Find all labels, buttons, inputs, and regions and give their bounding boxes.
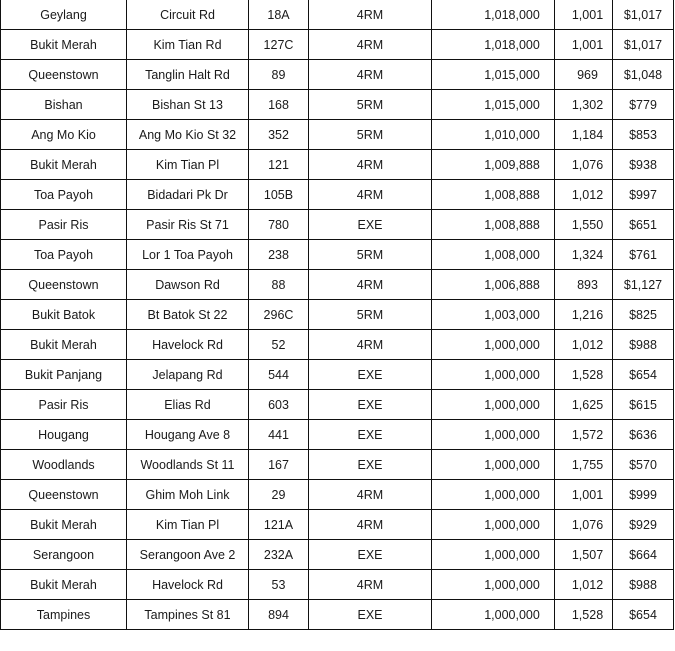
table-row bbox=[1, 300, 674, 330]
block-cell: 121A bbox=[249, 510, 309, 540]
flat-type-cell: EXE bbox=[309, 420, 432, 450]
table-body bbox=[1, 0, 674, 630]
town-cell: Bukit Batok bbox=[1, 300, 127, 330]
block-cell: 238 bbox=[249, 240, 309, 270]
area-cell: 1,572 bbox=[555, 420, 613, 450]
psf-cell: $988 bbox=[613, 330, 674, 360]
table-row bbox=[1, 90, 674, 120]
street-cell: Hougang Ave 8 bbox=[127, 420, 249, 450]
table-row bbox=[1, 600, 674, 630]
table-row bbox=[1, 270, 674, 300]
street-cell: Havelock Rd bbox=[127, 570, 249, 600]
flat-type-cell: EXE bbox=[309, 360, 432, 390]
area-cell: 1,001 bbox=[555, 480, 613, 510]
flat-type-cell: EXE bbox=[309, 540, 432, 570]
flat-type-cell: 4RM bbox=[309, 150, 432, 180]
street-cell: Kim Tian Pl bbox=[127, 510, 249, 540]
flat-type-cell: 4RM bbox=[309, 330, 432, 360]
town-cell: Bukit Merah bbox=[1, 570, 127, 600]
street-cell: Jelapang Rd bbox=[127, 360, 249, 390]
psf-cell: $988 bbox=[613, 570, 674, 600]
psf-cell: $825 bbox=[613, 300, 674, 330]
town-cell: Tampines bbox=[1, 600, 127, 630]
street-cell: Circuit Rd bbox=[127, 0, 249, 30]
street-cell: Tampines St 81 bbox=[127, 600, 249, 630]
flat-type-cell: 5RM bbox=[309, 90, 432, 120]
price-cell: 1,006,888 bbox=[432, 270, 555, 300]
town-cell: Bukit Merah bbox=[1, 330, 127, 360]
psf-cell: $997 bbox=[613, 180, 674, 210]
price-cell: 1,000,000 bbox=[432, 600, 555, 630]
town-cell: Hougang bbox=[1, 420, 127, 450]
price-cell: 1,015,000 bbox=[432, 90, 555, 120]
street-cell: Ghim Moh Link bbox=[127, 480, 249, 510]
price-cell: 1,009,888 bbox=[432, 150, 555, 180]
block-cell: 88 bbox=[249, 270, 309, 300]
flat-type-cell: EXE bbox=[309, 450, 432, 480]
block-cell: 894 bbox=[249, 600, 309, 630]
table-row bbox=[1, 330, 674, 360]
block-cell: 167 bbox=[249, 450, 309, 480]
area-cell: 1,001 bbox=[555, 0, 613, 30]
street-cell: Tanglin Halt Rd bbox=[127, 60, 249, 90]
street-cell: Bt Batok St 22 bbox=[127, 300, 249, 330]
street-cell: Serangoon Ave 2 bbox=[127, 540, 249, 570]
psf-cell: $761 bbox=[613, 240, 674, 270]
town-cell: Queenstown bbox=[1, 270, 127, 300]
block-cell: 544 bbox=[249, 360, 309, 390]
table-row bbox=[1, 390, 674, 420]
price-cell: 1,000,000 bbox=[432, 480, 555, 510]
block-cell: 53 bbox=[249, 570, 309, 600]
psf-cell: $999 bbox=[613, 480, 674, 510]
flat-type-cell: 4RM bbox=[309, 0, 432, 30]
table-row bbox=[1, 450, 674, 480]
town-cell: Bukit Merah bbox=[1, 510, 127, 540]
block-cell: 232A bbox=[249, 540, 309, 570]
area-cell: 969 bbox=[555, 60, 613, 90]
town-cell: Queenstown bbox=[1, 480, 127, 510]
price-cell: 1,010,000 bbox=[432, 120, 555, 150]
town-cell: Geylang bbox=[1, 0, 127, 30]
psf-cell: $651 bbox=[613, 210, 674, 240]
town-cell: Woodlands bbox=[1, 450, 127, 480]
table-row bbox=[1, 360, 674, 390]
area-cell: 1,625 bbox=[555, 390, 613, 420]
psf-cell: $1,127 bbox=[613, 270, 674, 300]
town-cell: Ang Mo Kio bbox=[1, 120, 127, 150]
area-cell: 893 bbox=[555, 270, 613, 300]
block-cell: 121 bbox=[249, 150, 309, 180]
street-cell: Ang Mo Kio St 32 bbox=[127, 120, 249, 150]
town-cell: Pasir Ris bbox=[1, 210, 127, 240]
block-cell: 441 bbox=[249, 420, 309, 450]
psf-cell: $1,017 bbox=[613, 30, 674, 60]
table-row bbox=[1, 30, 674, 60]
town-cell: Pasir Ris bbox=[1, 390, 127, 420]
flat-type-cell: 4RM bbox=[309, 30, 432, 60]
price-cell: 1,003,000 bbox=[432, 300, 555, 330]
block-cell: 780 bbox=[249, 210, 309, 240]
flat-type-cell: EXE bbox=[309, 390, 432, 420]
street-cell: Pasir Ris St 71 bbox=[127, 210, 249, 240]
table-row bbox=[1, 210, 674, 240]
street-cell: Elias Rd bbox=[127, 390, 249, 420]
town-cell: Bishan bbox=[1, 90, 127, 120]
street-cell: Dawson Rd bbox=[127, 270, 249, 300]
psf-cell: $938 bbox=[613, 150, 674, 180]
table-row bbox=[1, 240, 674, 270]
psf-cell: $779 bbox=[613, 90, 674, 120]
psf-cell: $664 bbox=[613, 540, 674, 570]
town-cell: Toa Payoh bbox=[1, 240, 127, 270]
area-cell: 1,184 bbox=[555, 120, 613, 150]
area-cell: 1,302 bbox=[555, 90, 613, 120]
block-cell: 603 bbox=[249, 390, 309, 420]
flat-type-cell: EXE bbox=[309, 210, 432, 240]
area-cell: 1,324 bbox=[555, 240, 613, 270]
town-cell: Bukit Merah bbox=[1, 30, 127, 60]
price-cell: 1,018,000 bbox=[432, 0, 555, 30]
psf-cell: $1,017 bbox=[613, 0, 674, 30]
table-row bbox=[1, 150, 674, 180]
street-cell: Bidadari Pk Dr bbox=[127, 180, 249, 210]
table-row bbox=[1, 60, 674, 90]
area-cell: 1,012 bbox=[555, 330, 613, 360]
flat-type-cell: 4RM bbox=[309, 60, 432, 90]
block-cell: 168 bbox=[249, 90, 309, 120]
price-cell: 1,000,000 bbox=[432, 570, 555, 600]
table-row bbox=[1, 180, 674, 210]
town-cell: Bukit Panjang bbox=[1, 360, 127, 390]
table-row bbox=[1, 420, 674, 450]
price-cell: 1,008,888 bbox=[432, 180, 555, 210]
area-cell: 1,216 bbox=[555, 300, 613, 330]
street-cell: Lor 1 Toa Payoh bbox=[127, 240, 249, 270]
psf-cell: $636 bbox=[613, 420, 674, 450]
street-cell: Woodlands St 11 bbox=[127, 450, 249, 480]
table-row bbox=[1, 480, 674, 510]
block-cell: 52 bbox=[249, 330, 309, 360]
street-cell: Kim Tian Rd bbox=[127, 30, 249, 60]
price-cell: 1,000,000 bbox=[432, 510, 555, 540]
block-cell: 352 bbox=[249, 120, 309, 150]
price-cell: 1,015,000 bbox=[432, 60, 555, 90]
area-cell: 1,528 bbox=[555, 600, 613, 630]
area-cell: 1,528 bbox=[555, 360, 613, 390]
flat-type-cell: 4RM bbox=[309, 570, 432, 600]
area-cell: 1,001 bbox=[555, 30, 613, 60]
price-cell: 1,018,000 bbox=[432, 30, 555, 60]
table-row bbox=[1, 120, 674, 150]
area-cell: 1,012 bbox=[555, 570, 613, 600]
flat-type-cell: 4RM bbox=[309, 270, 432, 300]
block-cell: 296C bbox=[249, 300, 309, 330]
price-cell: 1,000,000 bbox=[432, 540, 555, 570]
table-row bbox=[1, 0, 674, 30]
flat-type-cell: 5RM bbox=[309, 300, 432, 330]
town-cell: Toa Payoh bbox=[1, 180, 127, 210]
town-cell: Queenstown bbox=[1, 60, 127, 90]
price-cell: 1,000,000 bbox=[432, 450, 555, 480]
flat-type-cell: 5RM bbox=[309, 120, 432, 150]
price-cell: 1,000,000 bbox=[432, 420, 555, 450]
price-cell: 1,008,000 bbox=[432, 240, 555, 270]
table-row bbox=[1, 540, 674, 570]
area-cell: 1,076 bbox=[555, 510, 613, 540]
street-cell: Kim Tian Pl bbox=[127, 150, 249, 180]
psf-cell: $615 bbox=[613, 390, 674, 420]
psf-cell: $570 bbox=[613, 450, 674, 480]
table-row bbox=[1, 510, 674, 540]
price-cell: 1,000,000 bbox=[432, 330, 555, 360]
psf-cell: $654 bbox=[613, 600, 674, 630]
area-cell: 1,755 bbox=[555, 450, 613, 480]
flat-type-cell: 4RM bbox=[309, 180, 432, 210]
psf-cell: $654 bbox=[613, 360, 674, 390]
flat-type-cell: 4RM bbox=[309, 510, 432, 540]
block-cell: 29 bbox=[249, 480, 309, 510]
flat-type-cell: 5RM bbox=[309, 240, 432, 270]
street-cell: Bishan St 13 bbox=[127, 90, 249, 120]
block-cell: 18A bbox=[249, 0, 309, 30]
price-cell: 1,000,000 bbox=[432, 390, 555, 420]
town-cell: Bukit Merah bbox=[1, 150, 127, 180]
flat-type-cell: EXE bbox=[309, 600, 432, 630]
area-cell: 1,012 bbox=[555, 180, 613, 210]
table-row bbox=[1, 570, 674, 600]
area-cell: 1,507 bbox=[555, 540, 613, 570]
area-cell: 1,076 bbox=[555, 150, 613, 180]
price-cell: 1,000,000 bbox=[432, 360, 555, 390]
town-cell: Serangoon bbox=[1, 540, 127, 570]
psf-cell: $929 bbox=[613, 510, 674, 540]
flat-type-cell: 4RM bbox=[309, 480, 432, 510]
block-cell: 105B bbox=[249, 180, 309, 210]
psf-cell: $853 bbox=[613, 120, 674, 150]
street-cell: Havelock Rd bbox=[127, 330, 249, 360]
block-cell: 127C bbox=[249, 30, 309, 60]
block-cell: 89 bbox=[249, 60, 309, 90]
price-cell: 1,008,888 bbox=[432, 210, 555, 240]
area-cell: 1,550 bbox=[555, 210, 613, 240]
psf-cell: $1,048 bbox=[613, 60, 674, 90]
